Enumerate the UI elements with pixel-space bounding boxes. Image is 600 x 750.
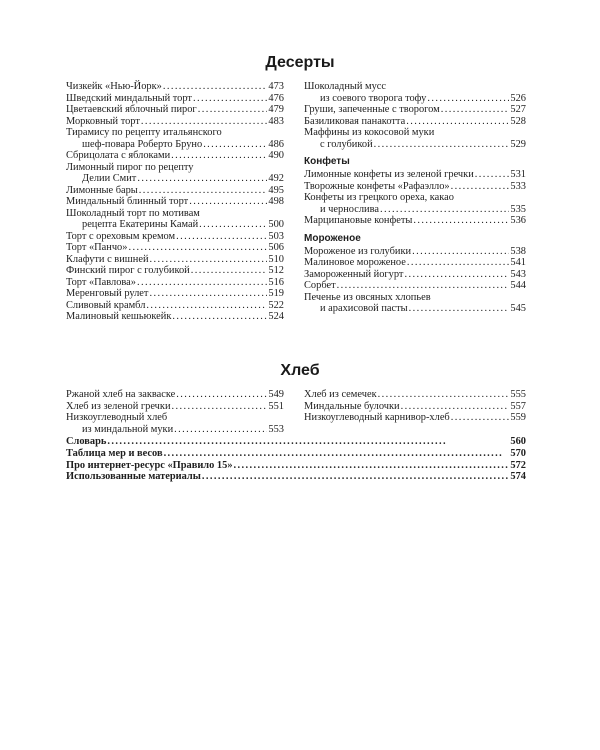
section-title-desserts: Десерты [265,54,335,71]
toc-entry [66,277,284,289]
toc-entry-line [66,162,284,174]
toc-entry-title: Шоколадный торт по мотивам [66,207,200,219]
toc-entry-line [304,246,526,258]
dot-leader [141,116,268,128]
toc-entry-page: 522 [268,299,284,311]
toc-entry [304,116,526,128]
toc-entry-title: рецепта Екатерины Камай [82,219,199,230]
toc-entry-page: 490 [268,150,284,161]
toc-entry-title: Ржаной хлеб на закваске [66,389,176,400]
toc-entry-title: Использованные материалы [66,471,201,483]
toc-entry [304,412,526,424]
toc-entry-title: Клафути с вишней [66,253,149,265]
toc-entry-title: Лимонный пирог по рецепту [66,161,194,173]
toc-entry-title: Миндальные булочки [304,400,400,412]
dot-leader [407,257,510,269]
toc-entry-title: Финский пирог с голубикой [66,265,190,276]
subsection-title-icecream: Мороженое [304,232,361,244]
toc-entry [66,288,284,300]
toc-entry [304,257,526,269]
toc-entry-page: 473 [268,81,284,92]
toc-entry-line [304,204,526,216]
toc-entry [304,269,526,281]
toc-entry-line [66,277,284,289]
toc-entry [66,208,284,231]
toc-entry-title: Шведский миндальный торт [66,92,192,104]
toc-entry-line [66,116,284,128]
dot-leader [146,300,267,312]
toc-entry-page: 531 [510,169,526,180]
toc-entry [66,196,284,208]
toc-entry-page: 526 [510,92,526,104]
toc-entry-page: 479 [268,104,284,115]
toc-entry [66,127,284,150]
toc-entry-title: шеф-повара Роберто Бруно [82,138,203,150]
toc-entry-page: 476 [268,92,284,104]
toc-entry-line [66,219,284,231]
toc-entry [304,181,526,193]
toc-entry-title: Печенье из овсяных хлопьев [304,291,431,303]
dot-leader [149,288,267,300]
dot-leader [107,436,509,448]
toc-entry-line [304,280,526,292]
toc-entry-page: 538 [510,245,526,257]
toc-entry [66,254,284,266]
toc-entry [304,169,526,181]
toc-entry-line [304,127,526,139]
toc-entry-title: из миндальной муки [82,423,174,435]
toc-entry-line [304,139,526,151]
toc-entry-title: Сорбет [304,280,336,291]
toc-entry-line [66,139,284,151]
desserts-right-list [304,81,526,150]
toc-entry-line [66,150,284,162]
toc-entry-title: Груши, запеченные с творогом [304,104,440,115]
dot-leader [199,219,267,231]
toc-entry-line [66,265,284,277]
toc-entry-line [66,471,526,483]
toc-entry-line [304,389,526,401]
toc-entry-title: и чернослива [320,203,379,215]
dot-leader [441,104,510,116]
toc-entry-title: из соевого творога тофу [320,92,427,104]
dot-leader [193,93,267,105]
toc-entry-line [66,401,284,413]
bread-right-column [304,389,526,424]
toc-entry-title: Творожные конфеты «Рафаэлло» [304,180,450,192]
toc-entry-page: 506 [268,242,284,253]
dot-leader [380,204,509,216]
toc-entry-page: 544 [510,280,526,291]
toc-entry-title: Низкоуглеводный хлеб [66,412,168,423]
toc-entry-title: Малиновое мороженое [304,257,406,268]
desserts-left-column [66,81,284,323]
toc-entry-line [66,448,526,460]
dot-leader [191,265,268,277]
toc-entry-page: 535 [510,203,526,215]
toc-entry-page: 557 [510,400,526,412]
toc-entry [66,460,526,472]
toc-entry [66,436,526,448]
toc-entry-title: с голубикой [320,138,373,150]
toc-entry-title: Хлеб из зеленой гречки [66,400,171,412]
section-title-bread: Хлеб [280,362,320,379]
back-matter-list [66,436,526,483]
toc-entry [304,246,526,258]
toc-entry [304,292,526,315]
toc-entry-line [66,424,284,436]
toc-entry-line [304,81,526,93]
toc-entry-line [304,303,526,315]
dot-leader [451,181,510,193]
toc-entry-title: Торт «Панчо» [66,242,128,253]
toc-entry-title: Торт с ореховым кремом [66,230,176,242]
toc-entry [66,471,526,483]
toc-entry-line [66,311,284,323]
toc-entry-line [304,215,526,227]
dot-leader [164,448,510,460]
dot-leader [128,242,267,254]
toc-entry-title: Морковный торт [66,115,140,127]
candies-list [304,169,526,227]
dot-leader [378,389,510,401]
toc-entry [66,389,284,401]
toc-entry-page: 483 [268,115,284,127]
toc-entry-line [304,401,526,413]
toc-entry-title: Мороженое из голубики [304,245,412,257]
toc-entry-page: 503 [268,230,284,242]
toc-entry-title: Чизкейк «Нью-Йорк» [66,81,162,92]
toc-entry [66,412,284,435]
dot-leader [337,280,510,292]
toc-entry [304,280,526,292]
toc-entry [304,401,526,413]
toc-entry-title: Лимонные конфеты из зеленой гречки [304,169,474,180]
toc-entry-page: 570 [510,447,526,459]
dot-leader [171,150,267,162]
toc-entry-line [66,460,526,472]
toc-entry-line [304,116,526,128]
toc-entry [66,231,284,243]
toc-entry-line [66,104,284,116]
toc-entry-title: Низкоуглеводный карнивор-хлеб [304,412,450,423]
toc-entry-title: Торт «Павлова» [66,276,136,288]
toc-entry [66,185,284,197]
toc-entry-title: Сливовый крамбл [66,299,146,311]
dot-leader [203,139,267,151]
toc-entry-line [304,104,526,116]
toc-entry-page: 527 [510,104,526,115]
dot-leader [172,311,267,323]
toc-entry-title: Словарь [66,436,107,447]
dot-leader [451,412,510,424]
toc-entry-line [66,254,284,266]
toc-entry [304,104,526,116]
toc-entry-title: Меренговый рулет [66,288,149,299]
toc-entry-line [66,93,284,105]
toc-entry-title: Тирамису по рецепту итальянского [66,127,222,138]
toc-entry-title: и арахисовой пасты [320,303,408,314]
dot-leader [401,401,510,413]
toc-entry [304,192,526,215]
desserts-right-column [304,81,526,315]
toc-entry-page: 495 [268,184,284,196]
toc-entry-line [66,389,284,401]
toc-entry-title: Малиновый кешьюкейк [66,311,172,322]
toc-entry-page: 492 [268,173,284,184]
toc-entry-line [66,242,284,254]
dot-leader [374,139,510,151]
toc-entry [66,311,284,323]
toc-entry-title: Замороженный йогурт [304,268,404,280]
toc-entry-page: 553 [268,423,284,435]
toc-entry-page: 555 [510,389,526,400]
dot-leader [427,93,509,105]
toc-entry [66,104,284,116]
toc-entry [66,401,284,413]
dot-leader [150,254,268,266]
dot-leader [475,169,510,181]
dot-leader [202,471,510,483]
toc-entry-page: 536 [510,215,526,226]
dot-leader [409,303,510,315]
toc-entry [304,389,526,401]
toc-entry-page: 510 [268,253,284,265]
dot-leader [198,104,268,116]
toc-entry-line [66,173,284,185]
toc-entry-line [66,412,284,424]
toc-entry-page: 560 [510,436,526,447]
toc-entry-title: Шоколадный мусс [304,81,387,92]
toc-entry-line [66,127,284,139]
toc-entry [66,116,284,128]
toc-entry [66,300,284,312]
toc-entry [66,81,284,93]
toc-entry-page: 543 [510,268,526,280]
toc-entry [66,162,284,185]
toc-entry-page: 498 [268,196,284,207]
dot-leader [137,173,267,185]
dot-leader [137,277,267,289]
toc-entry-page: 529 [510,138,526,150]
toc-entry-title: Маффины из кокосовой муки [304,127,435,138]
bread-left-column [66,389,284,435]
toc-entry [66,448,526,460]
toc-entry-page: 572 [510,459,526,471]
toc-entry-page: 559 [510,412,526,423]
toc-entry-line [304,93,526,105]
toc-entry-page: 528 [510,115,526,127]
dot-leader [406,116,509,128]
toc-entry-line [66,81,284,93]
toc-entry-title: Цветаевский яблочный пирог [66,104,197,115]
toc-entry-line [304,181,526,193]
toc-entry-page: 541 [510,257,526,268]
toc-entry [304,127,526,150]
dot-leader [176,389,267,401]
toc-entry-line [66,288,284,300]
toc-entry [304,215,526,227]
toc-entry [66,242,284,254]
toc-entry-page: 574 [510,471,526,483]
toc-entry-title: Делии Смит [82,173,137,184]
toc-entry-line [66,196,284,208]
dot-leader [163,81,268,93]
toc-entry-page: 512 [268,265,284,276]
toc-entry-line [304,257,526,269]
dot-leader [139,185,268,197]
toc-entry-page: 524 [268,311,284,322]
toc-entry-line [66,436,526,448]
dot-leader [234,460,510,472]
dot-leader [174,424,267,436]
toc-entry-line [304,169,526,181]
toc-entry-line [66,208,284,220]
toc-entry [66,265,284,277]
toc-entry-page: 519 [268,288,284,299]
toc-entry-line [66,185,284,197]
toc-entry-title: Про интернет-ресурс «Правило 15» [66,459,233,471]
toc-entry-page: 545 [510,303,526,314]
dot-leader [412,246,509,258]
toc-entry-line [304,292,526,304]
toc-entry-page: 551 [268,400,284,412]
icecream-list [304,246,526,315]
toc-entry-page: 500 [268,219,284,230]
dot-leader [404,269,509,281]
dot-leader [172,401,268,413]
toc-entry [66,150,284,162]
toc-entry-title: Миндальный блинный торт [66,196,189,207]
toc-entry-title: Лимонные бары [66,184,138,196]
toc-entry-title: Сбрицолата с яблоками [66,150,171,161]
dot-leader [413,215,509,227]
toc-entry-page: 486 [268,138,284,150]
toc-entry-line [304,192,526,204]
subsection-title-candies: Конфеты [304,156,350,167]
dot-leader [189,196,267,208]
toc-entry-title: Базиликовая панакотта [304,115,406,127]
toc-entry-title: Хлеб из семечек [304,389,377,400]
toc-entry [66,93,284,105]
toc-entry-title: Марципановые конфеты [304,215,413,226]
toc-entry-title: Таблица мер и весов [66,447,163,459]
toc-entry-page: 533 [510,180,526,192]
toc-entry [304,81,526,104]
toc-entry-page: 516 [268,276,284,288]
toc-entry-title: Конфеты из грецкого ореха, какао [304,192,454,203]
toc-entry-line [66,300,284,312]
toc-entry-line [304,269,526,281]
toc-entry-line [66,231,284,243]
toc-entry-page: 549 [268,389,284,400]
dot-leader [176,231,267,243]
toc-entry-line [304,412,526,424]
